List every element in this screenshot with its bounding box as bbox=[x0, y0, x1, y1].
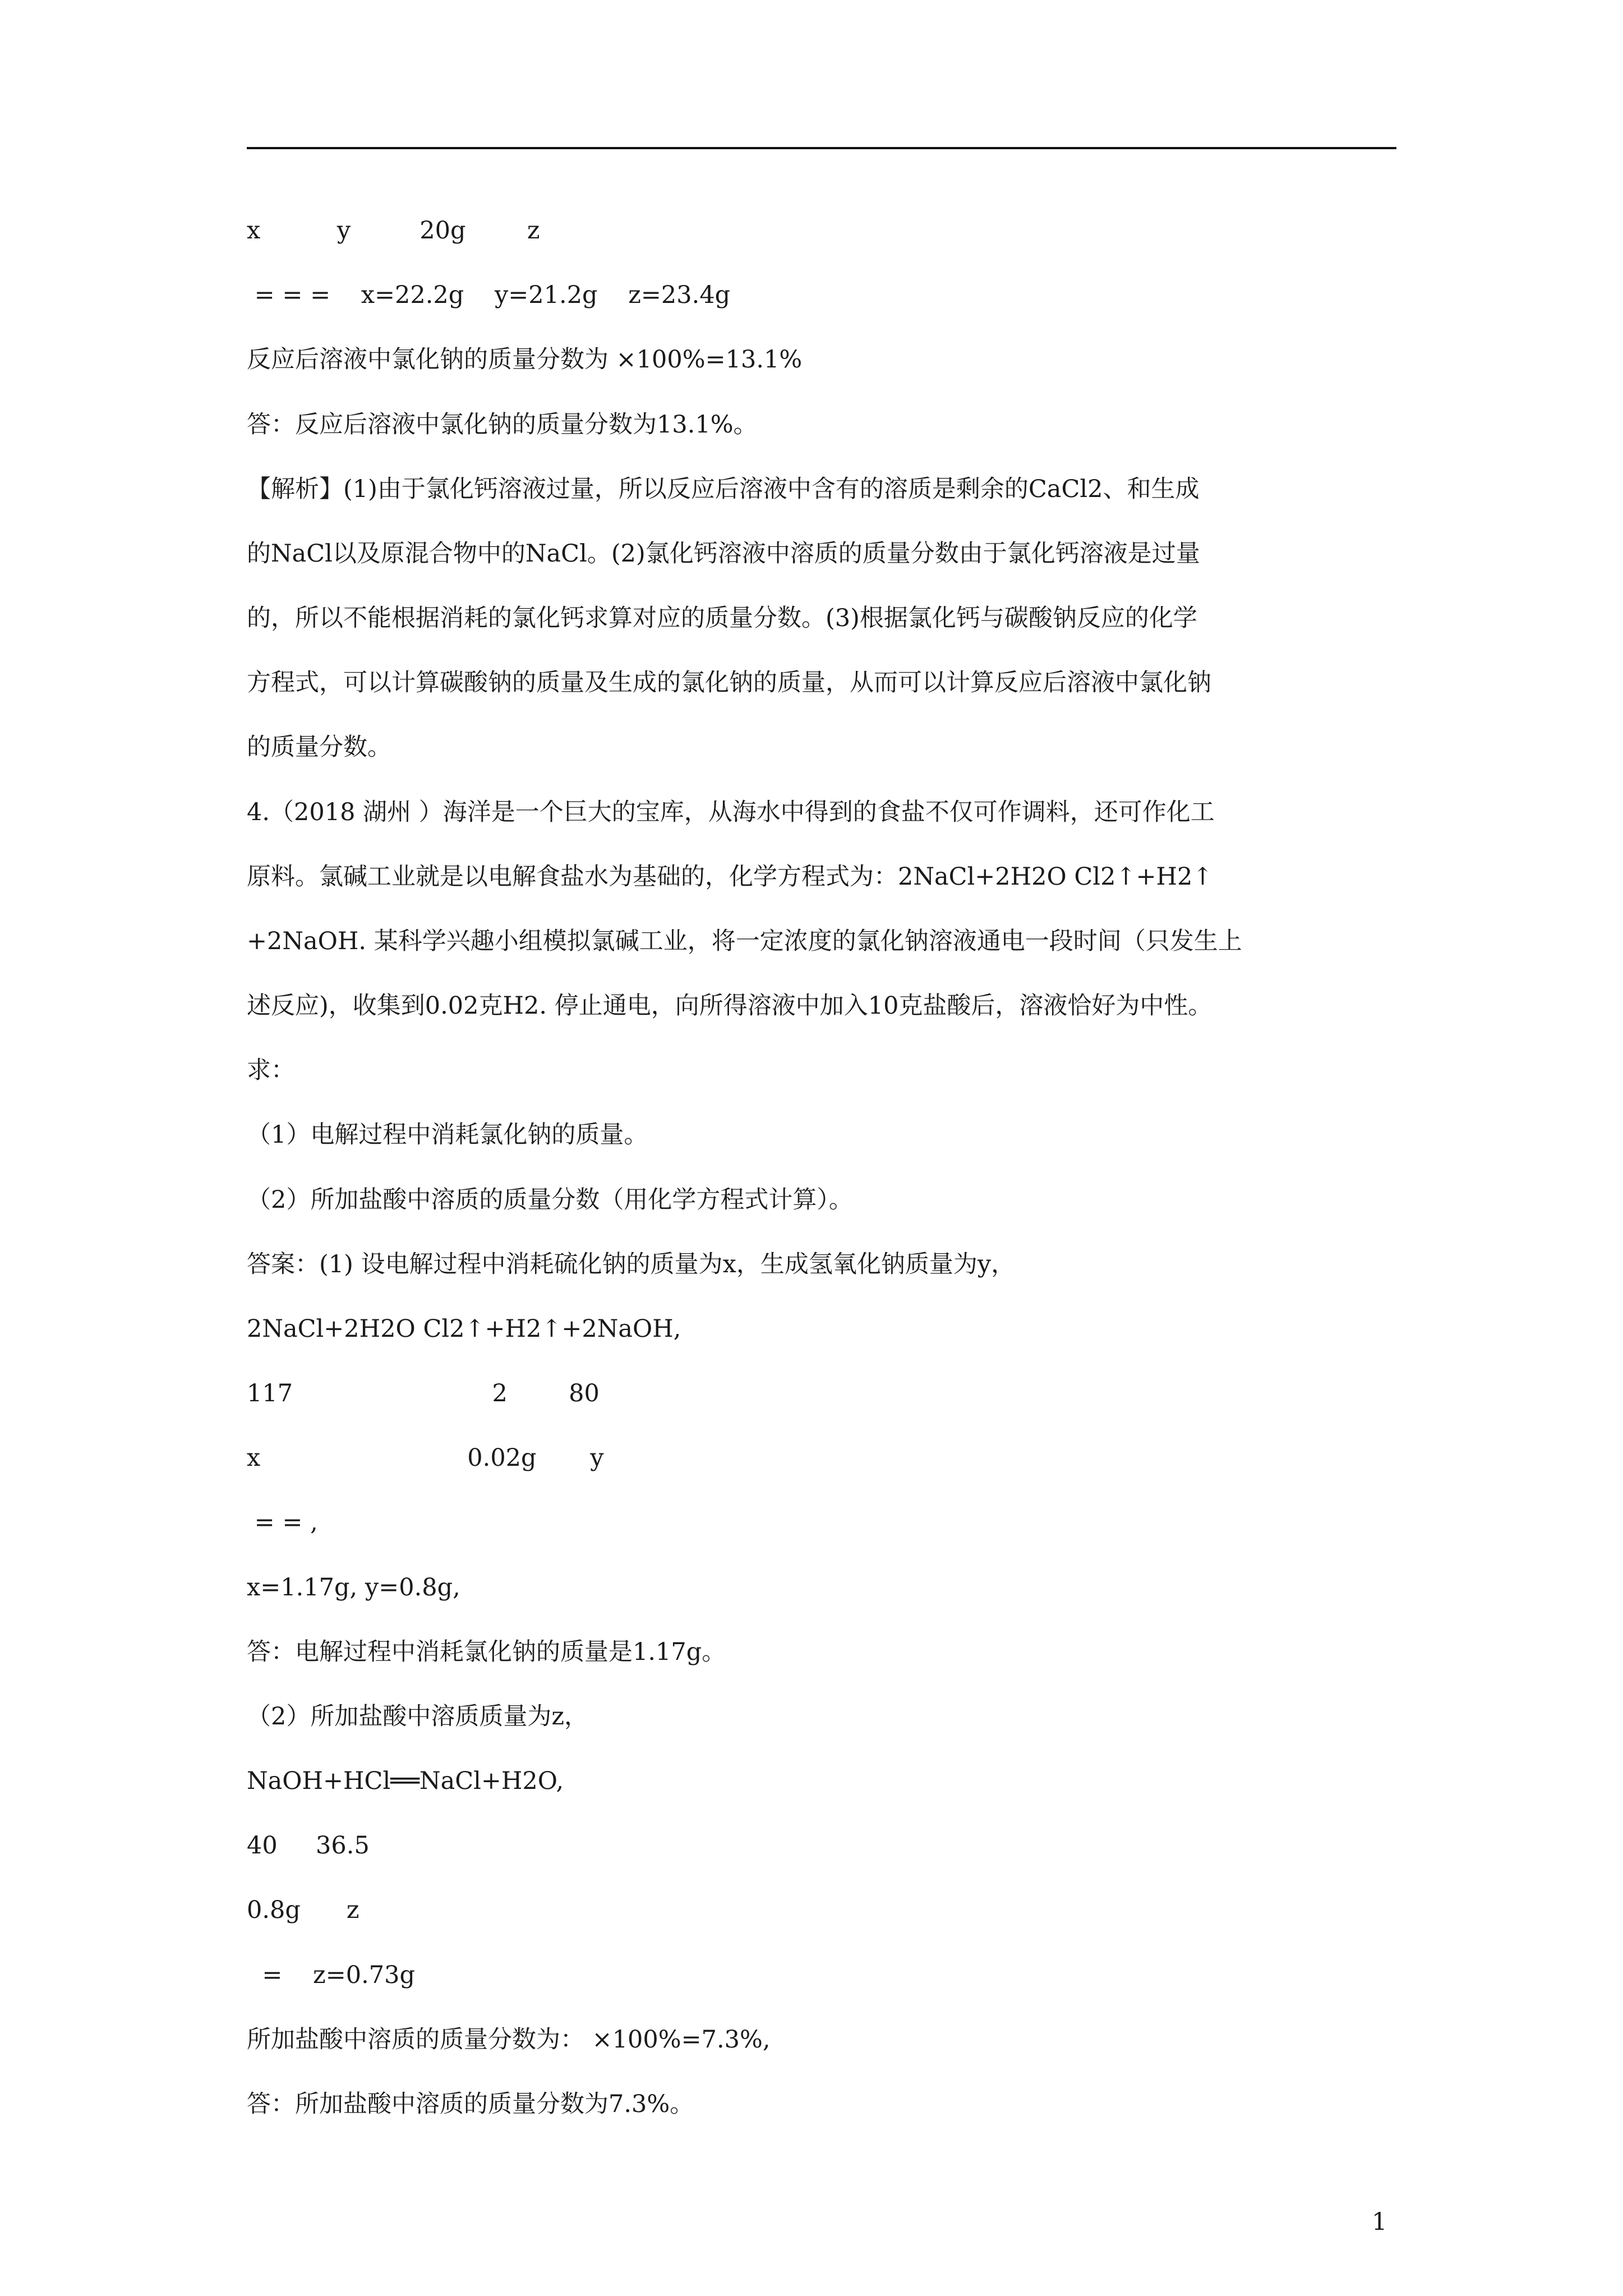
text-line: 方程式，可以计算碳酸钠的质量及生成的氯化钠的质量，从而可以计算反应后溶液中氯化钠 bbox=[247, 669, 1211, 697]
text-line: 答：反应后溶液中氯化钠的质量分数为13.1%。 bbox=[247, 411, 758, 439]
question-heading: 4.（2018 湖州 ）海洋是一个巨大的宝库，从海水中得到的食盐不仅可作调料，还可作化工 bbox=[247, 798, 1215, 826]
equation-line: 0.8g z bbox=[247, 1896, 359, 1924]
text-line: 的质量分数。 bbox=[247, 733, 391, 761]
text-line: 的，所以不能根据消耗的氯化钙求算对应的质量分数。(3)根据氯化钙与碳酸钠反应的化学 bbox=[247, 604, 1197, 632]
text-line: = = = x=22.2g y=21.2g z=23.4g bbox=[247, 281, 731, 309]
equation-line: 2NaCl+2H2O Cl2↑+H2↑+2NaOH, bbox=[247, 1315, 681, 1343]
header-rule bbox=[247, 147, 1396, 149]
equation-line: 40 36.5 bbox=[247, 1832, 370, 1860]
equation-line: NaOH+HCl══NaCl+H2O, bbox=[247, 1767, 564, 1795]
text-line: +2NaOH. 某科学兴趣小组模拟氯碱工业，将一定浓度的氯化钠溶液通电一段时间（只发生上 bbox=[247, 927, 1242, 955]
text-line: 答：所加盐酸中溶质的质量分数为7.3%。 bbox=[247, 2090, 694, 2118]
text-line: （2）所加盐酸中溶质的质量分数（用化学方程式计算）。 bbox=[247, 1186, 853, 1214]
text-line: （2）所加盐酸中溶质质量为z， bbox=[247, 1703, 589, 1731]
equation-line: 117 2 80 bbox=[247, 1379, 600, 1407]
equation-line: = z=0.73g bbox=[247, 1961, 415, 1989]
text-line: 答案：(1) 设电解过程中消耗硫化钠的质量为x，生成氢氧化钠质量为y， bbox=[247, 1250, 1016, 1278]
text-line: 反应后溶液中氯化钠的质量分数为 ×100%=13.1% bbox=[247, 346, 803, 374]
text-line: 求： bbox=[247, 1056, 295, 1084]
equation-line: = = , bbox=[247, 1508, 318, 1536]
text-line: （1）电解过程中消耗氯化钠的质量。 bbox=[247, 1121, 648, 1149]
text-line: 原料。氯碱工业就是以电解食盐水为基础的，化学方程式为：2NaCl+2H2O Cl2↑+H2↑ bbox=[247, 863, 1213, 891]
text-line: 答：电解过程中消耗氯化钠的质量是1.17g。 bbox=[247, 1638, 726, 1666]
text-line: 所加盐酸中溶质的质量分数为： ×100%=7.3%, bbox=[247, 2026, 771, 2054]
page-number: 1 bbox=[1372, 2208, 1387, 2236]
text-line: x=1.17g, y=0.8g, bbox=[247, 1573, 460, 1602]
text-line: x y 20g z bbox=[247, 217, 540, 245]
text-line: 【解析】(1)由于氯化钙溶液过量，所以反应后溶液中含有的溶质是剩余的CaCl2、和生成 bbox=[247, 475, 1200, 503]
equation-line: x 0.02g y bbox=[247, 1444, 604, 1472]
text-line: 的NaCl以及原混合物中的NaCl。(2)氯化钙溶液中溶质的质量分数由于氯化钙溶液是过量 bbox=[247, 540, 1200, 568]
text-line: 述反应)，收集到0.02克H2. 停止通电，向所得溶液中加入10克盐酸后，溶液恰好为中性。 bbox=[247, 992, 1212, 1020]
